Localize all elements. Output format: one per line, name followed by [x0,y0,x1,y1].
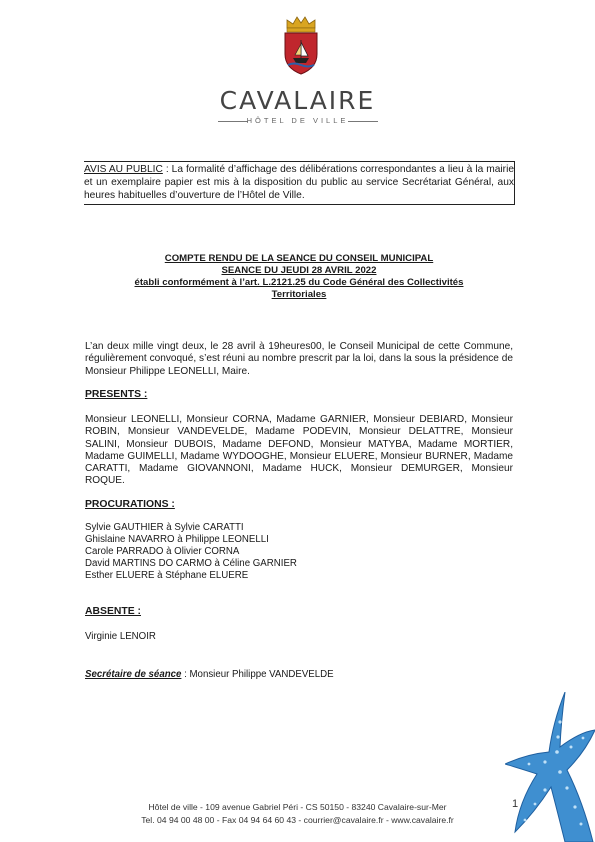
secretary-label: Secrétaire de séance [85,669,182,680]
public-notice-box [84,161,515,205]
procuration-item: David MARTINS DO CARMO à Céline GARNIER [85,558,297,569]
brand-name: CAVALAIRE [219,86,376,115]
secretary-value: : Monsieur Philippe VANDEVELDE [181,669,334,680]
report-title-line-4: Territoriales [271,289,327,300]
public-notice-text: : La formalité d’affichage des délibérations correspondantes a lieu à la mairie et un exemplaire papier est mis à la disposition du public au service Secrétariat Général, aux heures habituelles d’ouverture de l’Hôtel de Ville. [84,164,514,201]
footer-address: Hôtel de ville - 109 avenue Gabriel Péri - CS 50150 - 83240 Cavalaire-sur-Mer [148,802,447,812]
procuration-item: Esther ELUERE à Stéphane ELUERE [85,570,249,581]
presents-list: Monsieur LEONELLI, Monsieur CORNA, Madame GARNIER, Monsieur DEBIARD, Monsieur ROBIN, Monsieur VANDEVELDE, Madame PODEVIN, Monsieur DELATTRE, Monsieur SALINI, Monsieur DUBOIS, Madame DEFOND, Monsieur MATYBA, Madame MORTIER, Madame GUIMELLI, Madame WYDOOGHE, Monsieur ELUERE, Monsieur BURNER, Madame CARATTI, Madame GIOVANNONI, Madame HUCK, Monsieur DEMURGER, Monsieur ROQUE. [85,414,513,487]
report-title-line-2: SEANCE DU JEUDI 28 AVRIL 2022 [221,265,377,276]
procuration-item: Ghislaine NAVARRO à Philippe LEONELLI [85,534,269,545]
procurations-heading: PROCURATIONS : [85,499,175,510]
absente-heading: ABSENTE : [85,606,141,617]
procuration-item: Sylvie GAUTHIER à Sylvie CARATTI [85,522,244,533]
page-number: 1 [512,798,519,810]
city-crest-logo [279,14,323,76]
procuration-item: Carole PARRADO à Olivier CORNA [85,546,240,557]
intro-paragraph: L’an deux mille vingt deux, le 28 avril à 19heures00, le Conseil Municipal de cette Commune, régulièrement convoqué, s’est réuni au nombre prescrit par la loi, dans la sous la présidence de Monsieur Philippe LEONELLI, Maire. [85,341,513,377]
report-title-line-3: établi conformément à l’art. L.2121.25 du Code Général des Collectivités [134,277,464,288]
report-title-line-1: COMPTE RENDU DE LA SEANCE DU CONSEIL MUNICIPAL [164,253,434,264]
footer-contact: Tel. 04 94 00 48 00 - Fax 04 94 64 60 43 - courrier@cavalaire.fr - www.cavalaire.fr [141,815,454,825]
presents-heading: PRESENTS : [85,389,148,400]
public-notice-label: AVIS AU PUBLIC [84,164,163,175]
absente-name: Virginie LENOIR [85,631,156,642]
brand-subtitle: HÔTEL DE VILLE [246,116,349,125]
secretary-line [85,669,334,681]
